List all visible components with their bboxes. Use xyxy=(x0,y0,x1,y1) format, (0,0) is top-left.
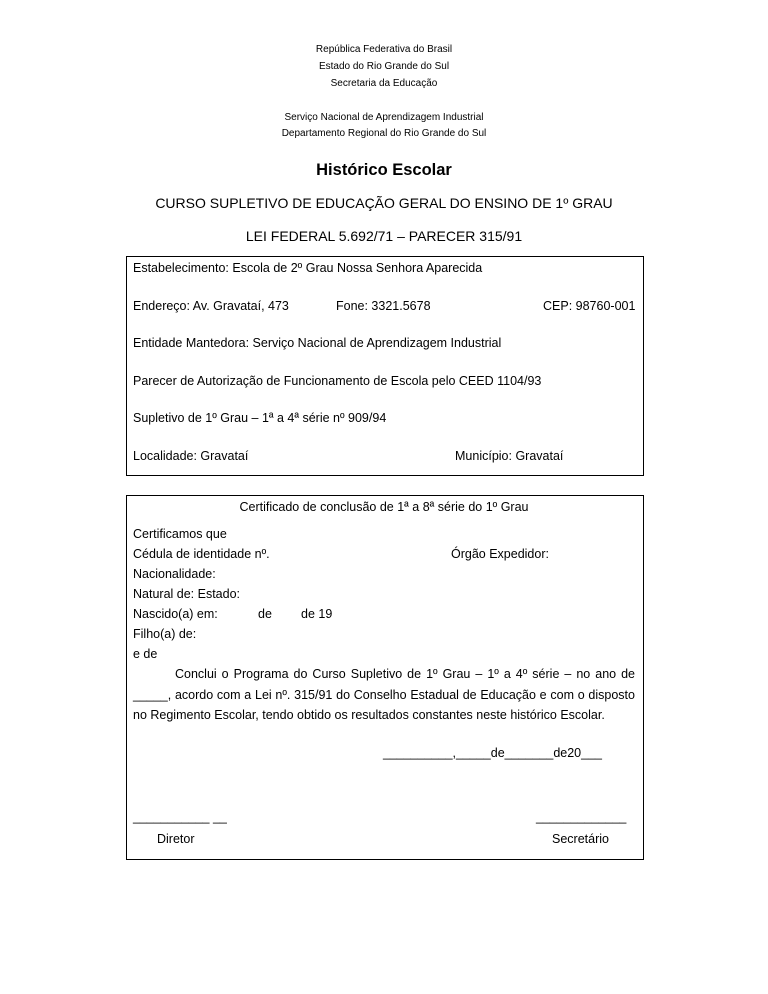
localidade-field: Localidade: Gravataí xyxy=(133,449,249,463)
e-de-label: e de xyxy=(133,647,158,661)
certificate-paragraph: Conclui o Programa do Curso Supletivo de 1º Grau – 1º a 4º série – no ano de _____, acordo com a Lei nº. 315/91 do Conselho Estadual de Educação e com o disposto no Regimento Escolar, tendo obtido os resultados constantes neste histórico Escolar. xyxy=(133,667,635,722)
certificamos-label: Certificamos que xyxy=(133,527,227,541)
school-info-box xyxy=(126,256,644,476)
municipio-field: Município: Gravataí xyxy=(455,449,564,463)
endereco-field: Endereço: Av. Gravataí, 473 xyxy=(133,299,289,313)
fone-field: Fone: 3321.5678 xyxy=(336,299,431,313)
entidade-field: Entidade Mantedora: Serviço Nacional de Aprendizagem Industrial xyxy=(133,336,502,350)
parecer-field: Parecer de Autorização de Funcionamento de Escola pelo CEED 1104/93 xyxy=(133,374,542,388)
law-reference: LEI FEDERAL 5.692/71 – PARECER 315/91 xyxy=(245,228,523,244)
header-estado: Estado do Rio Grande do Sul xyxy=(318,61,450,72)
natural-label: Natural de: Estado: xyxy=(133,587,241,601)
supletivo-field: Supletivo de 1º Grau – 1ª a 4ª série nº 909/94 xyxy=(133,411,387,425)
diretor-label: Diretor xyxy=(157,832,195,846)
date-line: __________,_____de_______de20___ xyxy=(383,746,602,760)
orgao-expedidor-label: Órgão Expedidor: xyxy=(451,547,549,561)
cedula-label: Cédula de identidade nº. xyxy=(133,547,270,561)
header-secretaria: Secretaria da Educação xyxy=(330,78,438,89)
secretario-label: Secretário xyxy=(552,832,609,846)
nascido-de-label: de xyxy=(258,607,272,621)
nacionalidade-label: Nacionalidade: xyxy=(133,567,216,581)
certificate-title: Certificado de conclusão de 1ª a 8ª série do 1º Grau xyxy=(239,500,529,514)
nascido-label: Nascido(a) em: xyxy=(133,607,218,621)
nascido-de19-label: de 19 xyxy=(301,607,333,621)
header-departamento: Departamento Regional do Rio Grande do Sul xyxy=(281,128,487,139)
filho-label: Filho(a) de: xyxy=(133,627,197,641)
cep-field: CEP: 98760-001 xyxy=(543,299,636,313)
estabelecimento-field: Estabelecimento: Escola de 2º Grau Nossa Senhora Aparecida xyxy=(133,261,483,275)
header-republica: República Federativa do Brasil xyxy=(315,44,453,55)
course-title: CURSO SUPLETIVO DE EDUCAÇÃO GERAL DO ENSINO DE 1º GRAU xyxy=(155,195,613,211)
header-senai: Serviço Nacional de Aprendizagem Industrial xyxy=(284,112,484,123)
diretor-signature-line: ___________ __ xyxy=(133,810,227,824)
secretario-signature-line: _____________ xyxy=(536,810,627,824)
page-title: Histórico Escolar xyxy=(316,161,452,179)
